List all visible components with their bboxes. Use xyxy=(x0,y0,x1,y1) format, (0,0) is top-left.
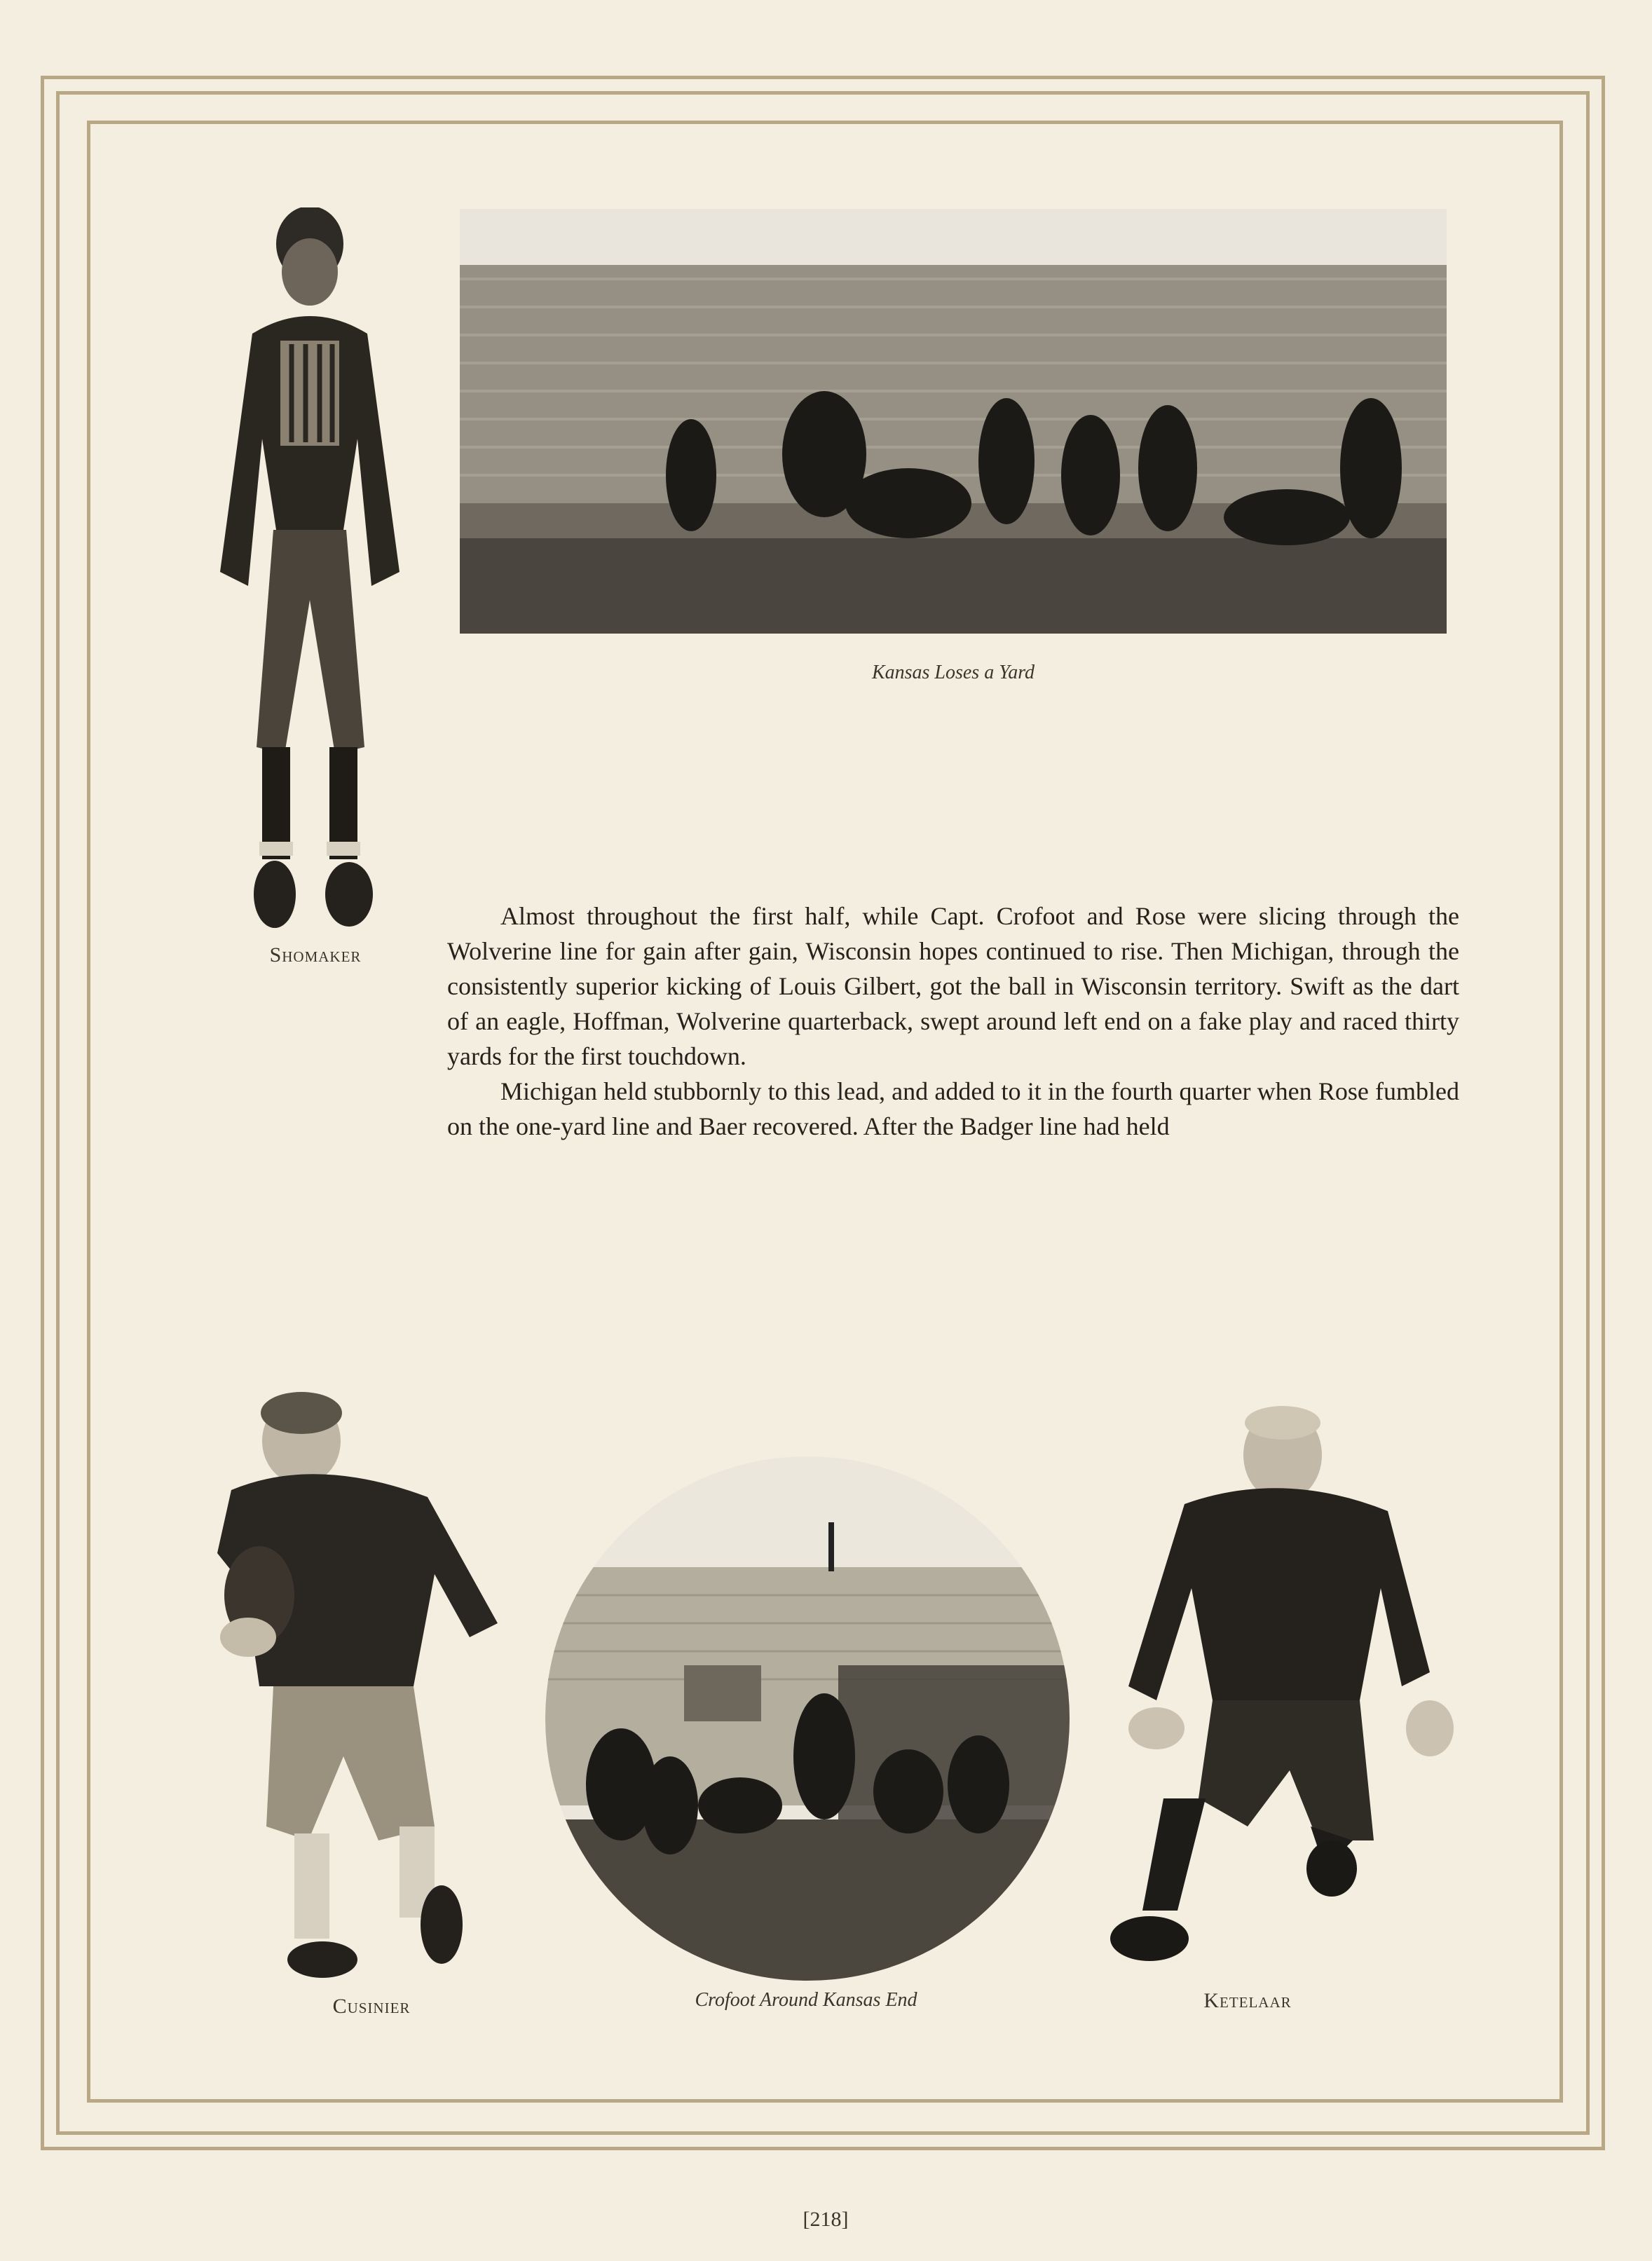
action-photo-kansas-loses-yard xyxy=(460,209,1447,634)
caption-ketelaar: Ketelaar xyxy=(1203,1989,1292,2012)
caption-kansas-loses-yard: Kansas Loses a Yard xyxy=(871,662,1035,683)
page-number: [218] xyxy=(803,2208,849,2231)
caption-shomaker: Shomaker xyxy=(269,943,362,966)
caption-cusinier: Cusinier xyxy=(332,1995,411,2018)
player-photo-ketelaar xyxy=(1079,1406,1472,1988)
paragraph-1: Almost throughout the first half, while Capt. Crofoot and Rose were slicing through the Wolverine line for gain after gain, Wisconsin hopes continued to rise. Then Michigan, through the consistently superior kicking of Louis Gilbert, got the ball in Wisconsin territory. Swift as the dart of an eagle, Hoffman, Wolverine quarterback, swept around left end on a fake play and raced thirty yards for the first touchdown. xyxy=(447,902,1459,1070)
circle-photo-crofoot xyxy=(544,1455,1071,1982)
player-photo-shomaker xyxy=(189,207,428,943)
player-photo-cusinier xyxy=(203,1392,512,1988)
caption-crofoot: Crofoot Around Kansas End xyxy=(695,1989,917,2011)
article-text xyxy=(447,899,1459,1144)
paragraph-2: Michigan held stubbornly to this lead, and added to it in the fourth quarter when Rose fumbled on the one-yard line and Baer recovered. After the Badger line had held xyxy=(447,1077,1459,1140)
